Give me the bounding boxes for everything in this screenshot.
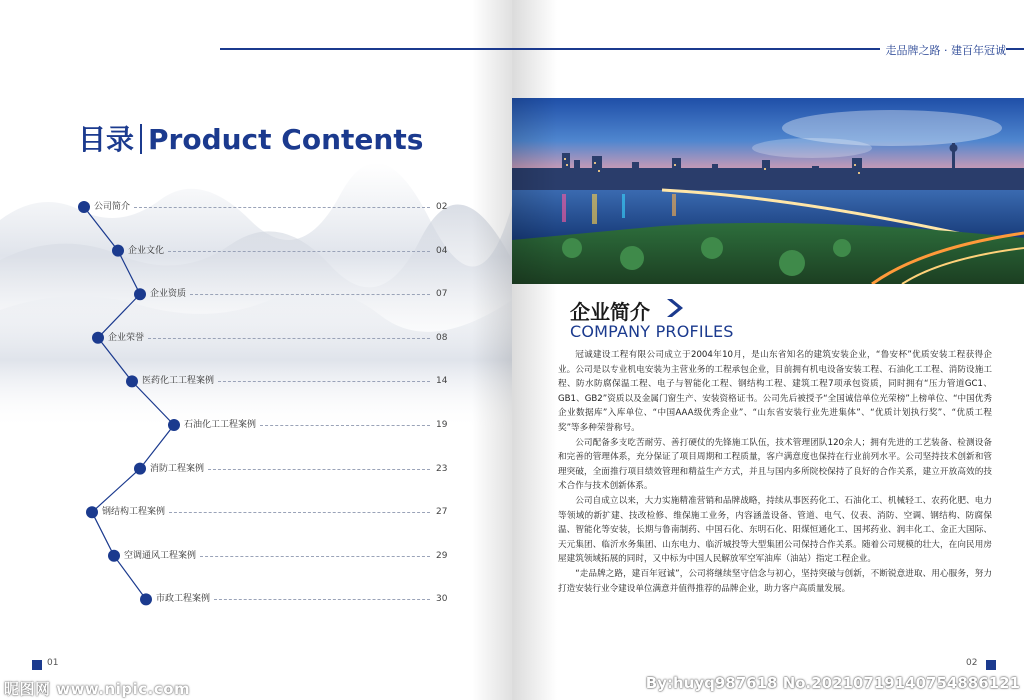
toc-item-label: 企业荣誉 xyxy=(108,332,145,343)
paragraph: 公司配备多支吃苦耐劳、善打硬仗的先锋施工队伍，技术管理团队120余人；拥有先进的工艺装备、检测设备和完善的管理体系，充分保证了项目周期和工程质量，客户满意度也保持在行业前列水平。公司坚持技术创新和管理突破，全面推行项目绩效管理和精益生产方式，并且与国内多所院校保持了良好的合作关系，建立开放高效的技术合作与技术创新体系。 xyxy=(558,437,992,492)
city-skyline-illustration xyxy=(512,98,1024,284)
toc-item-page: 30 xyxy=(436,594,448,605)
chevron-right-icon xyxy=(664,297,684,319)
section-title: 企业简介 xyxy=(570,300,650,324)
toc-item-label: 企业资质 xyxy=(150,289,187,300)
toc-item[interactable] xyxy=(184,418,456,432)
toc-item-page: 14 xyxy=(436,376,448,387)
toc-leader-dots xyxy=(208,469,430,470)
toc-bullet-dot xyxy=(112,245,124,257)
toc-bullet-dot xyxy=(108,550,120,562)
spine-shadow xyxy=(472,0,512,700)
company-profile-text xyxy=(558,348,992,596)
toc-item[interactable] xyxy=(124,549,456,563)
toc-leader-dots xyxy=(218,381,430,382)
toc-item[interactable] xyxy=(150,287,456,301)
toc-item[interactable] xyxy=(156,592,456,606)
toc-item-label: 钢结构工程案例 xyxy=(102,507,166,518)
toc-item-page: 29 xyxy=(436,550,448,561)
spine-shadow xyxy=(512,0,557,700)
toc-leader-dots xyxy=(148,338,430,339)
toc-item-label: 公司简介 xyxy=(94,202,131,212)
toc-leader-dots xyxy=(169,512,430,513)
right-page xyxy=(512,0,1024,700)
toc-item-page: 08 xyxy=(436,332,448,343)
toc-item-label: 医药化工工程案例 xyxy=(142,376,215,387)
toc-item-page: 19 xyxy=(436,420,448,430)
toc-item-page: 02 xyxy=(436,202,448,212)
paragraph: “走品牌之路，建百年冠诚”，公司将继续坚守信念与初心，坚持突破与创新，不断锐意进取、用心服务，努力打造安装行业令建设单位满意并值得推荐的品牌企业，助力客户高质量发展。 xyxy=(558,568,992,594)
paragraph: 冠诚建设工程有限公司成立于2004年10月，是山东省知名的建筑安装企业，“鲁安杯”优质安装工程获得企业。公司是以专业机电安装为主营业务的工程承包企业，目前拥有机电设备安装工程、石油化工工程、消防设施工程、防水防腐保温工程、电子与智能化工程、钢结构工程、建筑工程7项承包资质，同时拥有“压力管道GC1、GB1、GB2”资质以及金属门窗生产、安装资格证书。公司先后被授予“全国诚信单位光荣榜”上榜单位、“中国优秀企业数据库”入库单位、“中国AAA级优秀企业”、“山东省安装行业先进集体”、“优质计划执行奖”、“优质工程奖”等多种荣誉称号。 xyxy=(558,350,992,433)
toc-item-label: 市政工程案例 xyxy=(156,594,211,605)
toc-leader-dots xyxy=(190,294,430,295)
toc-zigzag-line xyxy=(84,207,174,599)
toc-bullet-dot xyxy=(92,332,104,344)
toc-bullet-dot xyxy=(134,463,146,475)
toc-item-page: 04 xyxy=(436,245,448,256)
toc-title-cn: 目录 xyxy=(78,123,135,156)
toc-bullet-dot xyxy=(168,419,180,431)
paragraph: 公司自成立以来，大力实施精准营销和品牌战略，持续从事医药化工、石油化工、机械轻工、农药化肥、电力等领域的新扩建、技改检修、维保施工业务，内容涵盖设备、管道、电气、仪表、消防、空调、钢结构、防腐保温、智能化等安装，长期与鲁南制药、中国石化、东明石化、阳煤恒通化工、国邦药业、润丰化工、金正大国际、天元集团、临沂水务集团、山东电力、临沂城投等大型集团公司保持合作关系。随着公司规模的壮大，在向民用房屋建筑领域拓展的同时，又中标为中国人民解放军空军油库（油站）指定工程企业。 xyxy=(558,495,992,565)
toc-leader-dots xyxy=(214,599,430,600)
city-night-photo xyxy=(512,98,1024,284)
toc-leader-dots xyxy=(200,556,430,557)
header-slogan: 走品牌之路 · 建百年冠诚 xyxy=(880,42,1007,58)
toc-leader-dots xyxy=(168,251,430,252)
toc-item-page: 07 xyxy=(436,289,448,300)
folio-marker xyxy=(32,660,42,670)
toc-leader-dots xyxy=(260,425,430,426)
toc-item[interactable] xyxy=(142,374,456,388)
watermark-site: 昵图网 www.nipic.com xyxy=(4,680,191,698)
toc-item-label: 企业文化 xyxy=(128,245,165,256)
toc-item-label: 空调通风工程案例 xyxy=(124,550,197,561)
folio-marker xyxy=(986,660,996,670)
toc-title-en: Product Contents xyxy=(148,123,424,156)
toc-item[interactable] xyxy=(108,331,456,345)
toc-item-page: 23 xyxy=(436,463,448,474)
toc-bullet-dot xyxy=(140,593,152,605)
toc-bullet-dot xyxy=(86,506,98,518)
toc-item-label: 石油化工工程案例 xyxy=(184,420,257,430)
toc-item-page: 27 xyxy=(436,507,448,518)
toc-item-label: 消防工程案例 xyxy=(150,463,205,474)
toc-item[interactable] xyxy=(94,200,456,214)
toc-item[interactable] xyxy=(128,244,456,258)
toc-bullet-dot xyxy=(78,201,90,213)
page-number: 02 xyxy=(966,658,978,668)
toc-bullet-dot xyxy=(126,375,138,387)
toc-item[interactable] xyxy=(150,462,456,476)
toc-bullet-dot xyxy=(134,288,146,300)
toc-item[interactable] xyxy=(102,505,456,519)
watermark-id: By:huyq987618 No.20210719140754886121 xyxy=(645,674,1020,692)
toc-leader-dots xyxy=(134,207,430,208)
page-number: 01 xyxy=(47,658,59,668)
section-subtitle: COMPANY PROFILES xyxy=(570,322,734,341)
